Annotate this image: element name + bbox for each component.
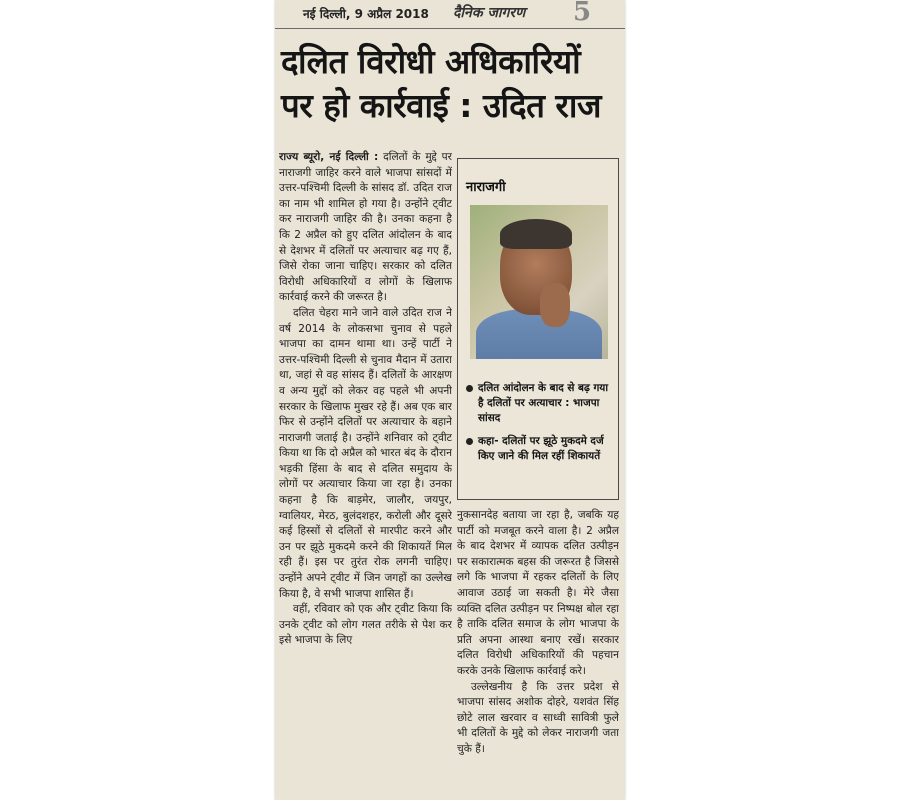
newspaper-name: दैनिक जागरण (453, 5, 526, 21)
page-number: 5 (573, 0, 592, 27)
bullet-dot-icon (466, 385, 473, 392)
sidebar-bullet-item (466, 434, 612, 464)
dateline-date: नई दिल्ली, 9 अप्रैल 2018 (303, 7, 429, 21)
sidebar-label: नाराजगी (466, 180, 506, 195)
article-column-right (457, 508, 619, 800)
photo-shirt (476, 309, 602, 359)
article-paragraph: दलित चेहरा माने जाने वाले उदित राज ने वर्ष 2014 के लोकसभा चुनाव से पहले भाजपा का दामन थामा था। उन्हें पार्टी ने उत्तर-पश्चिमी दिल्ली से चुनाव मैदान में उतारा था, जहां से वह सांसद हैं। दलितों के आरक्षण व अन्य मुद्दों को लेकर वह पहले भी अपनी सरकार के खिलाफ मुखर रहे हैं। अब एक बार फिर से उन्होंने दलितों पर अत्याचार के बहाने नाराजगी जताई है। उन्होंने शनिवार को ट्वीट किया था कि दो अप्रैल को भारत बंद के दौरान भड़की हिंसा के बाद से दलित समुदाय के लोगों पर अत्याचार किया जा रहा है। उनका कहना है कि बाड़मेर, जालौर, जयपुर, ग्वालियर, मेरठ, बुलंदशहर, करोली और दूसरे कई हिस्सों से दलितों से मारपीट करने और उन पर झूठे मुकदमे करने की शिकायतें मिल रही हैं। इस पर तुरंत रोक लगनी चाहिए। उन्होंने अपने ट्वीट में जिन जगहों का उल्लेख किया है, वे सभी भाजपा शासित हैं। (279, 306, 452, 600)
headline-line-1: दलित विरोधी अधिकारियों (281, 42, 581, 81)
masthead (275, 0, 625, 29)
article-column-left (279, 150, 452, 800)
photo-hair (500, 219, 572, 249)
sidebar-box (457, 158, 619, 500)
article-paragraph (279, 150, 452, 306)
article-paragraph: वहीं, रविवार को एक और ट्वीट किया कि उनके ट्वीट को लोग गलत तरीके से पेश कर इसे भाजपा के लिए (279, 603, 452, 647)
bullet-dot-icon (466, 438, 473, 445)
article-paragraph: नुकसानदेह बताया जा रहा है, जबकि यह पार्टी को मजबूत करने वाला है। 2 अप्रैल के बाद देशभर में व्यापक दलित उत्पीड़न पर सकारात्मक बहस की जरूरत है जिससे लगे कि भाजपा में रहकर दलितों के लिए आवाज उठाई जा सकती है। मेरे जैसा व्यक्ति दलित उत्पीड़न पर निष्पक्ष बोल रहा है ताकि दलित समाज के लोग भाजपा के प्रति अपना आस्था बनाए रखें। सरकार दलित विरोधी अधिकारियों की पहचान करके उनके खिलाफ कार्रवाई करे। (457, 509, 619, 677)
photo-hand (540, 283, 570, 327)
article-headline (281, 40, 621, 128)
headline-line-2: पर हो कार्रवाई : उदित राज (281, 86, 601, 125)
newspaper-clipping (275, 0, 625, 800)
byline: राज्य ब्यूरो, नई दिल्ली : (279, 151, 379, 163)
sidebar-bullets (466, 381, 612, 472)
sidebar-bullet-item (466, 381, 612, 426)
paragraph-text: दलितों के मुद्दे पर नाराजगी जाहिर करने वाले भाजपा सांसदों में उत्तर-पश्चिमी दिल्ली के सांसद डॉ. उदित राज का नाम भी शामिल हो गया है। उन्होंने ट्वीट कर नाराजगी जाहिर की है। उनका कहना है कि 2 अप्रैल को हुए दलित आंदोलन के बाद से देशभर में दलितों पर अत्याचार बढ़ गए हैं, जिसे रोका जाना चाहिए। सरकार को दलित विरोधी अधिकारियों व लोगों के खिलाफ कार्रवाई करने की जरूरत है। (279, 151, 452, 304)
portrait-photo-icon (470, 205, 608, 359)
bullet-text: कहा- दलितों पर झूठे मुकदमे दर्ज किए जाने की मिल रहीं शिकायतें (478, 435, 604, 462)
bullet-text: दलित आंदोलन के बाद से बढ़ गया है दलितों पर अत्याचार : भाजपा सांसद (478, 382, 609, 424)
article-paragraph: उल्लेखनीय है कि उत्तर प्रदेश से भाजपा सांसद अशोक दोहरे, यशवंत सिंह छोटे लाल खरवार व साध्वी सावित्री फुले भी दलितों के मुद्दे को लेकर नाराजगी जता चुके हैं। (457, 680, 619, 755)
